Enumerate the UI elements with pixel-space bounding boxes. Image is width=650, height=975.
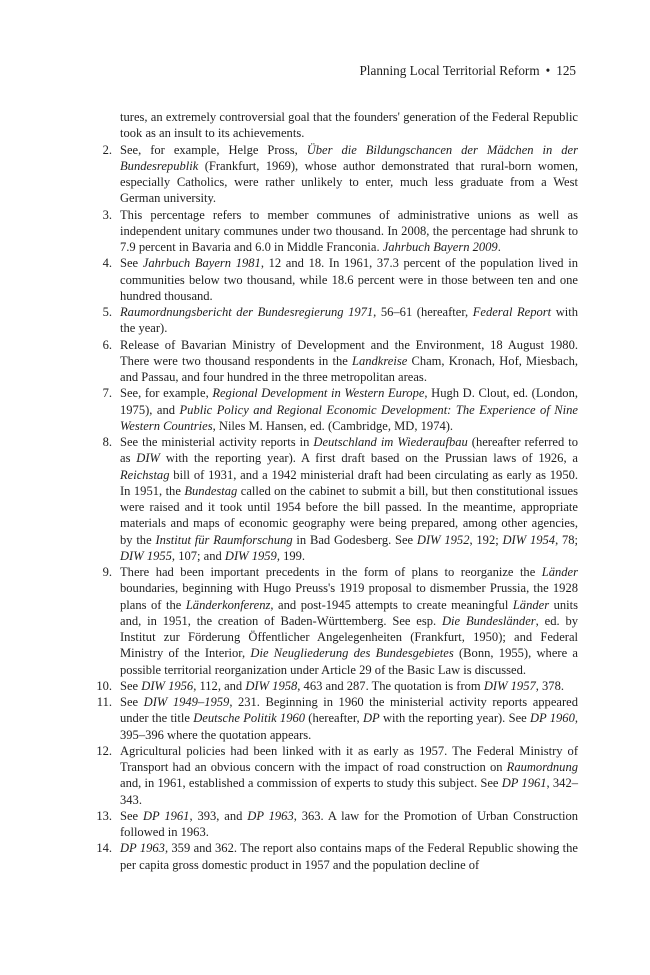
- endnote: [78, 109, 578, 142]
- text-run: , Niles M. Hansen, ed. (Cambridge, MD, 1974).: [212, 418, 454, 433]
- text-run: Agricultural policies had been linked with it as early as 1957. The Federal Ministry of Transport had an obvious concern with the impact of road construction on: [120, 743, 578, 774]
- italic-title: DP 1963: [120, 841, 165, 856]
- endnote: [78, 207, 578, 256]
- text-run: See: [120, 678, 142, 693]
- italic-title: Die Neugliederung des Bundesgebietes: [250, 646, 454, 661]
- endnote-text: [120, 142, 578, 207]
- endnote-number: 6.: [102, 337, 112, 352]
- italic-title: Raumordnung: [506, 760, 578, 774]
- text-run: This percentage refers to member communes of administrative unions as well as independent unitary communes under two thousand. In 2008, the percentage had shrunk to 7.9 percent in Bavaria and 6.0 in Middle Franconia.: [120, 207, 578, 254]
- italic-title: Jahrbuch Bayern 1981: [142, 256, 261, 271]
- text-run: , and post-1945 attempts to create meaningful: [270, 597, 513, 612]
- italic-title: Länderkonferenz: [185, 597, 271, 612]
- text-run: , 192;: [469, 532, 503, 547]
- text-run: , 231. Beginning in 1960 the ministerial activity reports appeared under the title: [120, 695, 578, 726]
- italic-title: Institut für Raumforschung: [155, 532, 293, 547]
- text-run: , 359 and 362. The report also contains maps of the Federal Republic showing the per capita gross domestic product in 1957 and the population decline of: [120, 841, 578, 872]
- endnote: [78, 337, 578, 386]
- italic-title: Über die Bildungschancen der Mädchen in der Bundesrepublik: [120, 142, 578, 173]
- italic-title: DIW 1956: [141, 678, 194, 693]
- endnote-text: [120, 694, 578, 743]
- text-run: See, for example, Helge Pross,: [120, 142, 307, 157]
- endnote-number: 11.: [96, 695, 112, 709]
- text-run: tures, an extremely controversial goal that the founders' generation of the Federal Republic took as an insult to its achievements.: [120, 110, 578, 141]
- text-run: bill of 1931, and a 1942 ministerial draft had been circulating as early as 1950. In 1951, the: [120, 467, 578, 498]
- text-run: , 395–396 where the quotation appears.: [120, 711, 578, 742]
- endnote: [78, 304, 578, 337]
- text-run: See: [120, 695, 144, 709]
- endnote-number: 7.: [102, 386, 112, 401]
- endnote: [78, 385, 578, 434]
- text-run: , 378.: [535, 678, 564, 693]
- text-run: with the reporting year). See: [379, 711, 530, 726]
- text-run: , 342–343.: [120, 776, 578, 807]
- italic-title: Jahrbuch Bayern 2009: [382, 240, 498, 254]
- endnote-text: [120, 840, 578, 873]
- italic-title: DP 1960: [529, 711, 575, 726]
- text-run: , 12 and 18. In 1961, 37.3 percent of the population lived in communities below two thousand, while 18.6 percent were in those between ten and one hundred thousand.: [120, 256, 578, 303]
- italic-title: Public Policy and Regional Economic Development: The Experience of Nine Western Countries: [120, 402, 578, 433]
- italic-title: Deutschland im Wiederaufbau: [313, 435, 468, 449]
- italic-title: DIW 1959: [224, 548, 277, 563]
- endnote-number: 13.: [96, 808, 112, 823]
- italic-title: Länder: [541, 565, 578, 579]
- text-run: (Bonn, 1955), where a possible territorial reorganization under Article 29 of the Basic Law is discussed.: [120, 646, 578, 677]
- italic-title: DIW: [136, 451, 160, 466]
- italic-title: DIW 1957: [483, 678, 536, 693]
- italic-title: DP 1961: [501, 776, 547, 791]
- text-run: See: [120, 808, 143, 823]
- italic-title: DIW 1952: [416, 532, 470, 547]
- text-run: There had been important precedents in the form of plans to reorganize the: [120, 565, 542, 579]
- italic-title: Deutsche Politik 1960: [193, 711, 306, 726]
- endnote: [78, 808, 578, 841]
- endnote-text: [120, 743, 578, 808]
- text-run: with the year).: [120, 305, 578, 336]
- italic-title: Raumordnungsbericht der Bundesregierung 1971: [120, 305, 374, 319]
- italic-title: Reichstag: [120, 467, 170, 482]
- italic-title: DP 1963: [247, 808, 294, 823]
- endnote-number: 14.: [96, 841, 112, 856]
- text-run: , 199.: [276, 548, 306, 563]
- endnote-text: [120, 207, 578, 256]
- text-run: Cham, Kronach, Hof, Miesbach, and Passau, and four hundred in the three metropolitan areas.: [120, 353, 578, 384]
- endnote-number: 2.: [102, 142, 112, 157]
- italic-title: Die Bundesländer: [442, 613, 536, 628]
- endnote-text: [120, 109, 578, 142]
- text-run: See: [120, 256, 143, 271]
- text-run: See, for example,: [120, 386, 213, 401]
- endnote-number: 8.: [102, 435, 112, 449]
- text-run: units and, in 1951, the creation of Baden-Württemberg. See esp.: [120, 597, 578, 628]
- endnote-text: [120, 304, 578, 337]
- text-run: (hereafter,: [305, 711, 363, 726]
- text-run: See the ministerial activity reports in: [120, 435, 314, 449]
- italic-title: DIW 1954: [502, 532, 556, 547]
- bullet-separator: •: [545, 63, 551, 78]
- endnote: [78, 434, 578, 564]
- endnote-text: [120, 337, 578, 386]
- endnote-number: 3.: [102, 207, 112, 222]
- endnote: [78, 694, 578, 743]
- endnote: [78, 743, 578, 808]
- endnote-text: [120, 255, 578, 304]
- endnote: [78, 255, 578, 304]
- text-run: (hereafter referred to as: [120, 435, 578, 466]
- endnote-text: [120, 678, 578, 694]
- endnote: [78, 678, 578, 694]
- text-run: .: [497, 240, 501, 254]
- text-run: (Frankfurt, 1969), whose author demonstrated that rural-born women, especially Catholics, were rather unlikely to enter, much less graduate from a West German university.: [120, 158, 578, 206]
- running-title: Planning Local Territorial Reform: [359, 63, 540, 78]
- text-run: called on the cabinet to submit a bill, but then constitutional issues were raised and it took until 1954 before the bill passed. In the meantime, appropriate materials and maps of economic geography were being prepared, among other agencies, by the: [120, 483, 579, 547]
- endnote-text: [120, 434, 578, 564]
- italic-title: Regional Development in Western Europe: [212, 386, 425, 401]
- endnote-text: [120, 564, 578, 678]
- endnote-number: 4.: [102, 256, 112, 271]
- italic-title: DIW 1958: [245, 678, 298, 693]
- page-number: 125: [556, 63, 576, 78]
- italic-title: Federal Report: [472, 305, 552, 319]
- text-run: , 56–61 (hereafter,: [373, 305, 473, 319]
- italic-title: Länder: [512, 597, 550, 612]
- endnote-number: 10.: [96, 678, 112, 693]
- endnote: [78, 840, 578, 873]
- text-run: , 393, and: [189, 808, 248, 823]
- italic-title: Landkreise: [351, 353, 408, 368]
- endnote-text: [120, 385, 578, 434]
- text-run: , 463 and 287. The quotation is from: [297, 678, 484, 693]
- text-run: , 78;: [555, 532, 579, 547]
- text-run: , ed. by Institut zur Förderung Öffentlicher Angelegenheiten (Frankfurt, 1950); and Federal Ministry of the Interior,: [120, 613, 578, 661]
- endnotes-list: [78, 109, 578, 873]
- endnote: [78, 142, 578, 207]
- running-head: [359, 63, 576, 79]
- italic-title: Bundestag: [184, 483, 238, 498]
- text-run: boundaries, beginning with Hugo Preuss's 1919 proposal to dismember Prussia, the 1928 plans of the: [120, 581, 578, 612]
- text-run: , 107; and: [171, 548, 225, 563]
- italic-title: DP 1961: [142, 808, 190, 823]
- text-run: , Hugh D. Clout, ed. (London, 1975), and: [120, 386, 578, 417]
- italic-title: DIW 1949–1959: [143, 695, 230, 709]
- endnote-number: 5.: [102, 305, 112, 319]
- text-run: in Bad Godesberg. See: [292, 532, 417, 547]
- endnote-number: 12.: [96, 743, 112, 758]
- endnote-number: 9.: [102, 565, 112, 579]
- endnote-text: [120, 808, 578, 841]
- text-run: with the reporting year). A first draft based on the Prussian laws of 1926, a: [160, 451, 578, 466]
- text-run: Release of Bavarian Ministry of Development and the Environment, 18 August 1980. There were two thousand respondents in the: [120, 337, 578, 368]
- text-run: , 112, and: [193, 678, 246, 693]
- text-run: , 363. A law for the Promotion of Urban Construction followed in 1963.: [120, 808, 578, 839]
- italic-title: DIW 1955: [120, 548, 172, 563]
- text-run: and, in 1961, established a commission of experts to study this subject. See: [120, 776, 502, 791]
- endnote: [78, 564, 578, 678]
- italic-title: DP: [362, 711, 380, 726]
